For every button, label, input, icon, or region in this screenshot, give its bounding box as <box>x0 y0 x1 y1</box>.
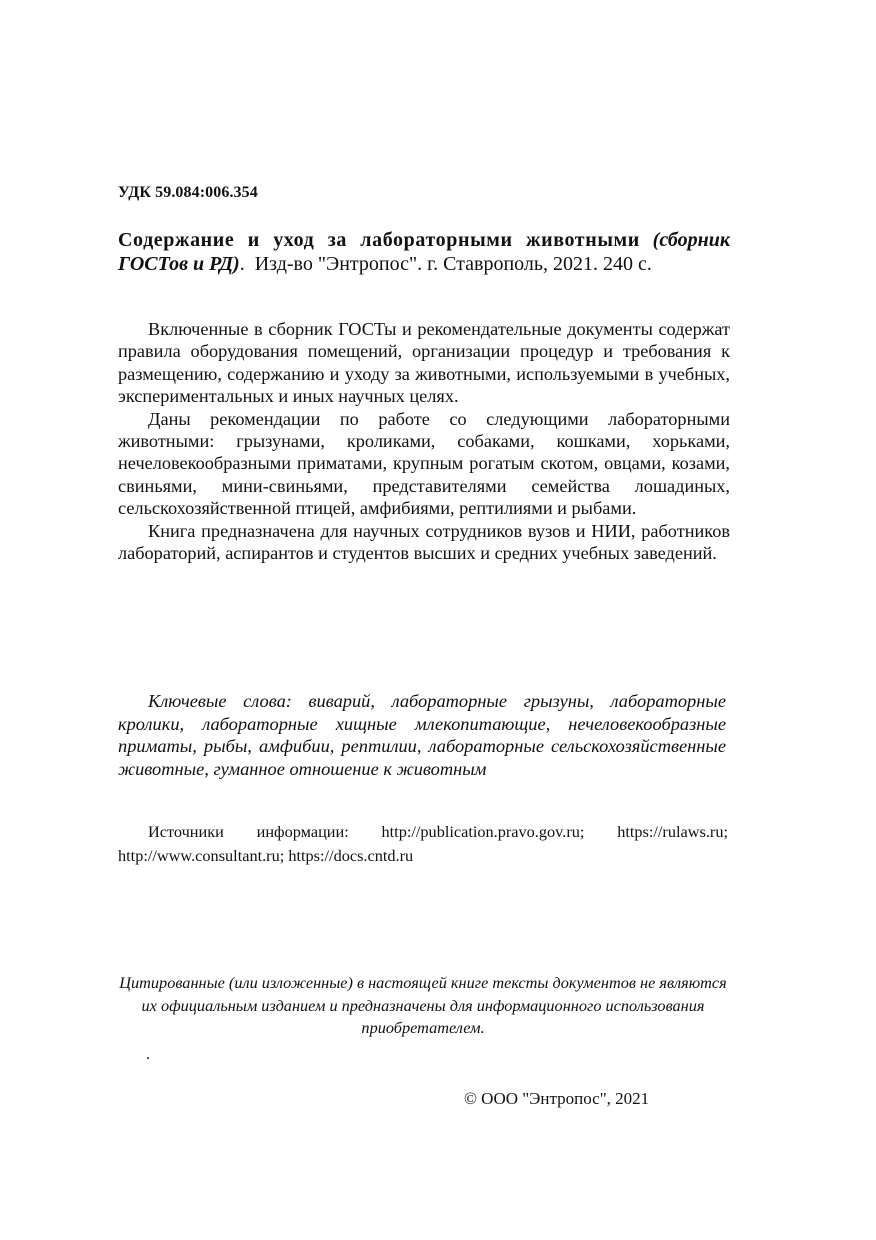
abstract-paragraph: Даны рекомендации по работе со следующими лабораторными животными: грызунами, кроликами, собаками, кошками, хорьками, нечеловекообразными приматами, крупным рогатым скотом, овцами, козами, свиньями, мини-свиньями, представителями семейства лошадиных, сельскохозяйственной птицей, амфибиями, рептилиями и рыбами. <box>118 408 730 519</box>
disclaimer: Цитированные (или изложенные) в настоящей книге тексты документов не являются их официальным изданием и предназначены для информационного использования приобретателем. <box>119 973 727 1037</box>
bibliographic-citation <box>118 228 730 276</box>
udk-code: УДК 59.084:006.354 <box>118 184 258 201</box>
abstract <box>118 318 730 564</box>
stray-dot: . <box>146 1046 150 1063</box>
book-subtitle: (сборник ГОСТов и РД) <box>118 229 731 275</box>
publication-details: Изд-во "Энтропос". г. Ставрополь, 2021. 240 с. <box>254 253 652 275</box>
citation-separator: . <box>239 253 255 275</box>
abstract-paragraph: Включенные в сборник ГОСТы и рекомендательные документы содержат правила оборудования помещений, организации процедур и требования к размещению, содержанию и уходу за животными, используемыми в учебных, экспериментальных и иных научных целях. <box>118 319 730 407</box>
book-title: Содержание и уход за лабораторными животными <box>118 229 640 251</box>
abstract-paragraph: Книга предназначена для научных сотрудников вузов и НИИ, работников лабораторий, аспирантов и студентов высших и средних учебных заведений. <box>118 520 730 564</box>
copyright: © ООО "Энтропос", 2021 <box>464 1089 650 1108</box>
information-sources: Источники информации: http://publication.pravo.gov.ru; https://rulaws.ru; http://www.consultant.ru; https://docs.cntd.ru <box>118 822 728 865</box>
keywords: Ключевые слова: виварий, лабораторные грызуны, лабораторные кролики, лабораторные хищные млекопитающие, нечеловекообразные приматы, рыбы, амфибии, рептилии, лабораторные сельскохозяйственные животные, гуманное отношение к животным <box>118 691 726 779</box>
